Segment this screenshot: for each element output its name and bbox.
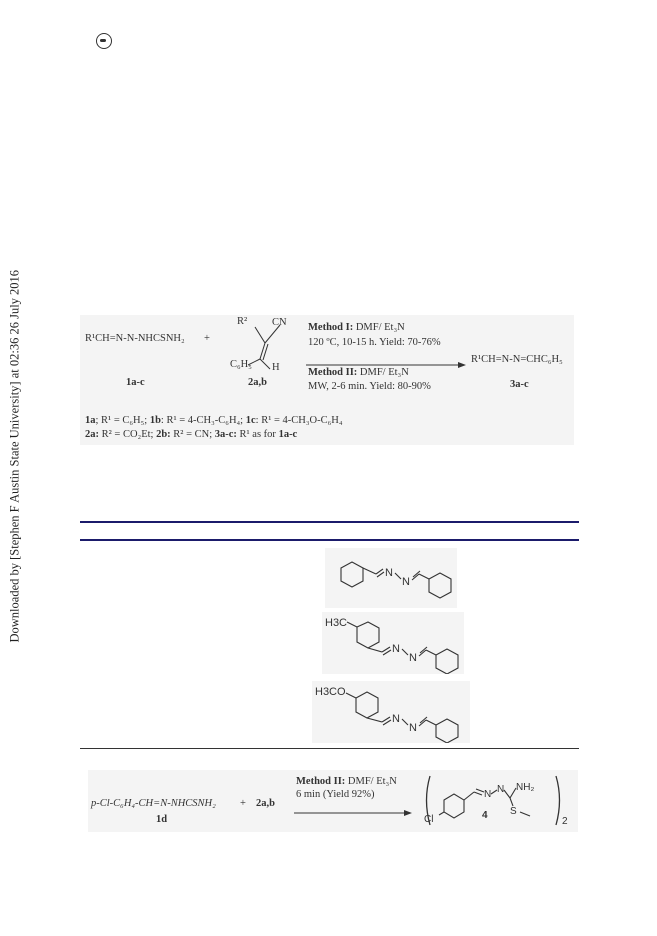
- legend-line-2: [85, 429, 297, 440]
- method-1-title: Method I:: [308, 322, 354, 333]
- reactant-text: p-Cl-C₆H₄-CH=N-NHCSNH₂: [91, 798, 216, 809]
- publisher-logo-icon: [96, 33, 112, 49]
- legend-1b-text: : R¹ = 4-CH₃-C₆H₄;: [160, 415, 246, 426]
- label-2a-b: 2a,b: [248, 377, 267, 388]
- sulfur-label: S: [510, 806, 517, 817]
- reactant-label: 1d: [156, 814, 168, 825]
- method-2-conditions: MW, 2-6 min. Yield: 80-90%: [308, 381, 431, 392]
- chlorine-label: Cl: [424, 814, 434, 825]
- method-reagent: DMF/ Et₃N: [345, 776, 397, 787]
- method-2-reagent: DMF/ Et₃N: [357, 367, 409, 378]
- bond: [255, 327, 265, 343]
- legend-2a: 2a:: [85, 429, 99, 440]
- right-bracket: [556, 776, 560, 825]
- legend-2a-text: R² = CO₂Et;: [99, 429, 157, 440]
- n-atom: N: [484, 789, 492, 800]
- nh2-label: NH₂: [516, 782, 535, 793]
- reagent-label: 2a,b: [256, 798, 275, 809]
- reactant-1-formula: R¹CH=N-N-NHCSNH₂: [85, 333, 185, 344]
- reaction-arrow: [294, 804, 412, 812]
- c6h5-label: C₆H₅: [230, 359, 252, 370]
- plus-sign: +: [204, 333, 210, 344]
- n-atom: N: [392, 713, 400, 725]
- legend-1a-text: ; R¹ = C₆H₅;: [95, 415, 150, 426]
- method-line: [296, 776, 397, 787]
- legend-2b-text: R² = CN;: [170, 429, 215, 440]
- n-atom: N: [409, 722, 417, 734]
- h-label: H: [272, 362, 280, 373]
- structure-3a: [325, 548, 457, 608]
- n-atom: N: [409, 652, 417, 664]
- table-bottom-rule: [80, 748, 579, 749]
- method-2-title: Method II:: [308, 367, 358, 378]
- method-1-reagent: DMF/ Et₃N: [353, 322, 405, 333]
- reaction-scheme-1: [80, 315, 574, 445]
- legend-1a: 1a: [85, 415, 96, 426]
- reactant-formula: [91, 798, 216, 809]
- methyl-label: H3C: [325, 617, 348, 629]
- product-structure: [420, 770, 578, 832]
- table-top-rule: [80, 521, 579, 523]
- legend-2b: 2b:: [156, 429, 171, 440]
- reaction-scheme-2: [88, 770, 578, 832]
- n-atom: N: [402, 576, 410, 588]
- r2-label: R²: [237, 316, 248, 327]
- n-atom: N: [385, 567, 393, 579]
- method-1-line: [308, 322, 405, 333]
- cn-label: CN: [272, 317, 287, 328]
- legend-1b: 1b: [149, 415, 161, 426]
- structure-3c: [312, 681, 470, 743]
- label-1a-c: 1a-c: [126, 377, 145, 388]
- product-formula: R¹CH=N-N=CHC₆H₅: [471, 354, 563, 365]
- method-2-line: [308, 367, 409, 378]
- reaction-arrow: [306, 356, 466, 364]
- method-1-conditions: 120 ºC, 10-15 h. Yield: 70-76%: [308, 337, 441, 348]
- product-label: 4: [482, 810, 488, 821]
- legend-line-1: [85, 415, 343, 426]
- legend-3a-c: 3a-c:: [214, 429, 237, 440]
- table-header-rule: [80, 539, 579, 541]
- legend-3a-c-text: R¹ as for: [236, 429, 279, 440]
- dimer-subscript: 2: [562, 816, 568, 827]
- methoxy-label: H3CO: [315, 686, 346, 698]
- legend-1c-text: : R¹ = 4-CH₃O-C₆H₄: [255, 415, 343, 426]
- legend-1c: 1c: [245, 415, 256, 426]
- download-notice: Downloaded by [Stephen F Austin State University] at 02:36 26 July 2016: [7, 269, 22, 643]
- bond: [260, 359, 270, 369]
- n-atom: N: [392, 643, 400, 655]
- method-conditions: 6 min (Yield 92%): [296, 789, 375, 800]
- method-title: Method II:: [296, 776, 346, 787]
- legend-1a-c: 1a-c: [278, 429, 298, 440]
- n-atom: N: [497, 784, 505, 795]
- structure-3b: [322, 612, 464, 674]
- plus-sign: +: [240, 798, 246, 809]
- product-label: 3a-c: [510, 379, 529, 390]
